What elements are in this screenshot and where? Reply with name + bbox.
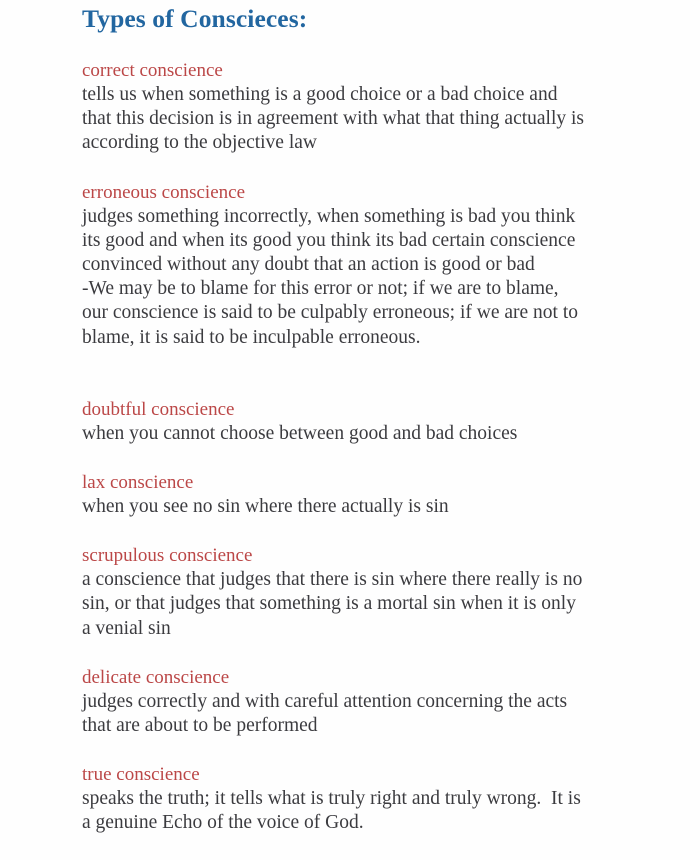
definition-line: speaks the truth; it tells what is truly right and truly wrong. It is: [82, 788, 581, 810]
definition-line: -We may be to blame for this error or not; if we are to blame,: [82, 278, 559, 300]
conscience-type-section: [82, 762, 627, 835]
definition-line: tells us when something is a good choice or a bad choice and: [82, 84, 558, 105]
conscience-type-definition: [82, 495, 627, 519]
conscience-type-section: [82, 58, 627, 156]
conscience-type-term: correct conscience: [82, 60, 223, 81]
definition-line: according to the objective law: [82, 132, 317, 154]
definition-line: a genuine Echo of the voice of God.: [82, 812, 364, 834]
conscience-type-term: erroneous conscience: [82, 181, 246, 203]
conscience-type-definition: [82, 568, 627, 641]
conscience-type-definition: [82, 83, 627, 156]
conscience-type-section: [82, 470, 627, 519]
conscience-type-definition: [82, 787, 627, 835]
conscience-type-section: [82, 543, 627, 641]
conscience-type-definition: [82, 690, 627, 738]
page-title: Types of Conscieces:: [82, 4, 308, 33]
conscience-type-term: doubtful conscience: [82, 398, 235, 420]
definition-line: judges correctly and with careful attention concerning the acts: [82, 690, 568, 712]
definition-line: when you cannot choose between good and bad choices: [82, 422, 518, 444]
definition-line: when you see no sin where there actually is sin: [82, 496, 449, 518]
definition-line: our conscience is said to be culpably erroneous; if we are not to: [82, 302, 579, 324]
conscience-type-term: lax conscience: [82, 472, 194, 494]
conscience-type-term: true conscience: [82, 764, 200, 786]
conscience-types-list: [82, 58, 627, 836]
definition-line: a conscience that judges that there is sin where there really is no: [82, 569, 583, 591]
conscience-type-term: delicate conscience: [82, 666, 230, 688]
conscience-type-definition: [82, 205, 627, 350]
definition-line: blame, it is said to be inculpable erroneous.: [82, 326, 421, 348]
definition-line: that this decision is in agreement with what that thing actually is: [82, 108, 585, 130]
definition-line: that are about to be performed: [82, 715, 318, 737]
document-body: [82, 4, 627, 860]
conscience-type-definition: [82, 422, 627, 446]
definition-line: judges something incorrectly, when something is bad you think: [82, 205, 576, 227]
conscience-type-section: [82, 665, 627, 738]
definition-line: its good and when its good you think its bad certain conscience: [82, 229, 576, 251]
definition-line: convinced without any doubt that an action is good or bad: [82, 254, 535, 276]
definition-line: a venial sin: [82, 617, 171, 639]
definition-line: sin, or that judges that something is a mortal sin when it is only: [82, 593, 576, 615]
conscience-type-section: [82, 180, 627, 350]
conscience-type-section: [82, 397, 627, 446]
conscience-type-term: scrupulous conscience: [82, 545, 253, 567]
